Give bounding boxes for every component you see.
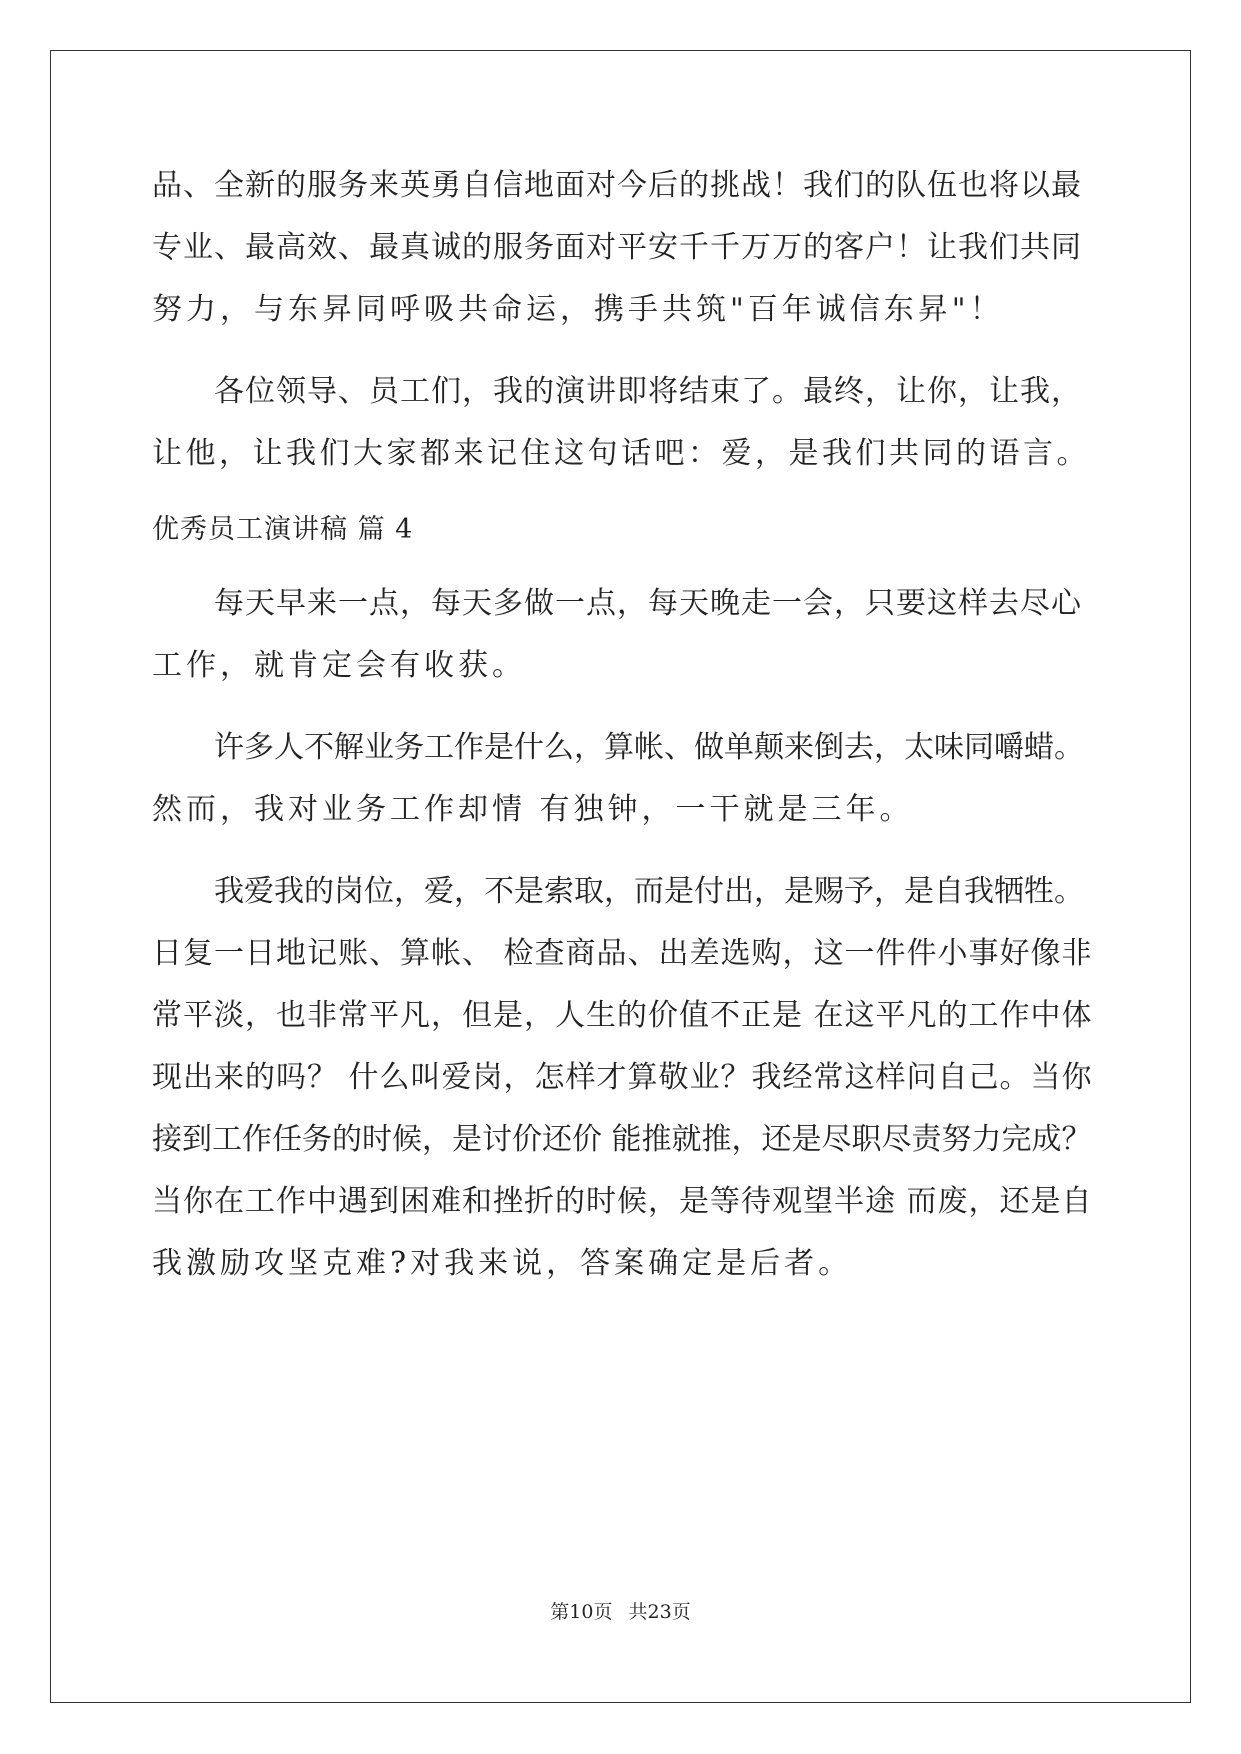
paragraph-line: 专业、最高效、最真诚的服务面对平安千千万万的客户！让我们共同 [152,230,1082,265]
paragraph-line: 我爱我的岗位，爱，不是索取，而是付出，是赐予，是自我牺牲。 [214,874,1084,909]
paragraph-line: 接到工作任务的时候，是讨价还价 能推就推，还是尽职尽责努力完成？ [152,1122,1092,1157]
paragraph-line: 然而，我对业务工作却情 有独钟，一干就是三年。 [152,792,914,827]
paragraph-line: 当你在工作中遇到困难和挫折的时候，是等待观望半途 而废，还是自 [152,1184,1093,1219]
page-number-footer: 第10页 共23页 [550,1601,691,1623]
paragraph-line: 现出来的吗？ 什么叫爱岗，怎样才算敬业？我经常这样问自己。当你 [152,1060,1093,1095]
paragraph-line: 品、全新的服务来英勇自信地面对今后的挑战！我们的队伍也将以最 [152,168,1082,203]
paragraph-line: 常平淡，也非常平凡，但是，人生的价值不正是 在这平凡的工作中体 [152,998,1093,1033]
paragraph-line: 工作，就肯定会有收获。 [152,648,526,683]
paragraph-line: 让他，让我们大家都来记住这句话吧：爱，是我们共同的语言。 [152,436,1090,471]
paragraph-line: 努力，与东昇同呼吸共命运，携手共筑"百年诚信东昇"！ [152,292,1004,327]
paragraph-line: 许多人不解业务工作是什么，算帐、做单颠来倒去，太味同嚼蜡。 [214,730,1084,765]
paragraph-line: 每天早来一点，每天多做一点，每天晚走一会，只要这样去尽心 [214,586,1082,621]
paragraph-line: 日复一日地记账、算帐、 检查商品、出差选购，这一件件小事好像非 [152,936,1093,971]
paragraph-line: 我激励攻坚克难?对我来说，答案确定是后者。 [152,1246,853,1281]
paragraph-line: 各位领导、员工们，我的演讲即将结束了。最终，让你，让我， [214,374,1082,409]
section-heading: 优秀员工演讲稿 篇 4 [152,514,414,545]
